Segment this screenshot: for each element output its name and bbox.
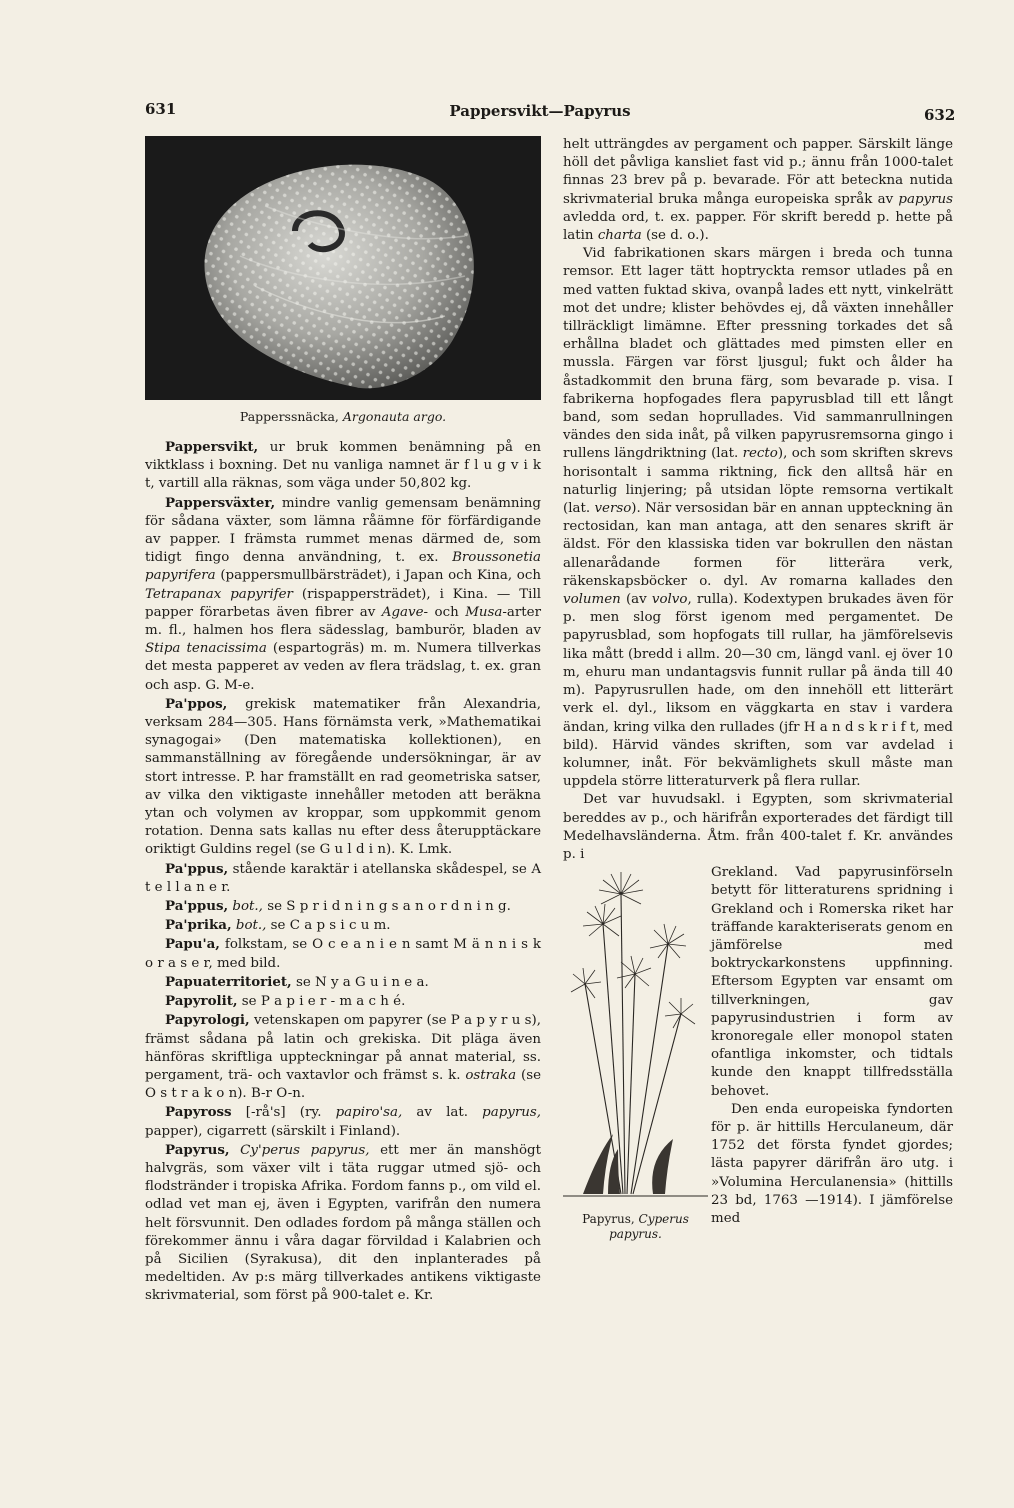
headword: Papuaterritoriet,	[165, 973, 292, 990]
entry-text: grekisk matematiker från Alexandria, verksam 284—305. Hans förnämsta verk, »Mathematikai synagogai» (Den matematiska kollektionen), en sammanställning av föregående undersökningar, är av stort intresse. P. har framställt en rad geometriska satser, av vilka den viktigaste innehåller metoden att beräkna ytan och volymen av kroppar, som uppkommit genom rotation. Denna sats kallas nu efter dess återupptäckare oriktigt Guldins regel (se G u l d i n). K. Lmk.	[145, 696, 541, 858]
entry-papua	[145, 935, 541, 972]
entry-papyrolit	[145, 992, 541, 1011]
figure2-caption-italic: Cyperus	[638, 1212, 689, 1227]
entry-italic: Cy'perus papyrus,	[229, 1142, 370, 1158]
entry-text: [-rå's] (ry.	[231, 1105, 336, 1121]
entry-text: och	[428, 604, 466, 620]
entry-papyrus	[145, 1141, 541, 1306]
argonaut-shell-photo	[145, 136, 541, 400]
paragraph-text: Den enda europeiska fyndorten för p. är hittills Herculaneum, där 1752 det första fyndet gjordes; lästa papyrer därifrån äro utg. i »Volumina Herculanensia» (hittills 23 bd, 1763 —1914). I jämförelse med	[711, 1101, 953, 1226]
headword: Papyrolit,	[165, 993, 238, 1010]
figure1-caption-text: Papperssnäcka,	[239, 409, 343, 424]
right-column	[563, 136, 953, 1244]
paragraph-text: ), och som skriften skrevs horisontalt i samma riktning, fick den alltså här en naturlig linjering; på utsidan löpte remsorna vertikalt (lat.	[563, 446, 953, 517]
paragraph-text: (av	[620, 592, 652, 608]
entry-papuaterritoriet	[145, 973, 541, 992]
entry-italic: papyrus,	[482, 1105, 541, 1121]
entry-papyrologi	[145, 1011, 541, 1103]
paragraph-text: Vid fabrikationen skars märgen i breda och tunna remsor. Ett lager tätt hoptryckta remsor utlades på en med vatten fuktad skiva, ovanpå lades ett nytt, vinkelrätt mot det undre; klister behövdes ej, då växten innehåller tillräckligt limämne. Efter pressning torkades det så erhållna bladet och glättades med pimsten eller en mussla. Färgen var först ljusgul; fukt och ålder ha åstadkommit den bruna färg, som bevarade p. visa. I fabrikerna hopfogades flera papyrusblad till ett långt band, som sedan hoprullades. Vid sammanrullningen vändes den sida inåt, på vilken papyrusremsorna gingo i rullens längdriktning (lat.	[563, 246, 953, 462]
figure1-caption-italic: Argonauta argo.	[342, 409, 447, 424]
entry-italic: ostraka	[465, 1067, 517, 1083]
paragraph-2	[563, 245, 953, 791]
headword: Pa'ppos,	[165, 695, 228, 712]
entry-text: se S p r i d n i n g s a n o r d n i n g.	[262, 899, 511, 915]
headword: Pa'ppus,	[165, 898, 229, 915]
entry-italic: papiro'sa,	[335, 1105, 403, 1121]
headword: Pappersväxter,	[165, 494, 276, 511]
papyrus-drawing	[563, 864, 708, 1209]
papyrus-plant-illustration	[563, 864, 708, 1244]
entry-text: ur bruk kommen benämning på en viktklass i boxning. Det nu vanliga namnet är f l u g v i k t, vartill alla räknas, som väga under 50,802 kg.	[145, 440, 541, 492]
entry-text: mindre vanlig gemensam benämning för sådana växter, som lämna råämne för förfärdigande av papper. I främsta rummet menas därmed de, som tidigt fingo denna användning, t. ex.	[145, 495, 541, 566]
headword: Papyrologi,	[165, 1012, 250, 1029]
entry-papyross	[145, 1103, 541, 1140]
entry-text: se P a p i e r - m a c h é.	[237, 994, 406, 1010]
figure2-caption-text: Papyrus,	[582, 1212, 639, 1227]
paragraph-text: avledda ord, t. ex. papper. För skrift beredd p. hette på latin	[563, 209, 953, 244]
entry-paprika	[145, 916, 541, 935]
paragraph-italic: volvo	[651, 592, 688, 608]
entry-italic: Broussonetia papyrifera	[145, 550, 541, 584]
entry-pappersvaxter	[145, 494, 541, 695]
entry-text: stående karaktär i atellanska skådespel, se A t e l l a n e r.	[145, 861, 541, 895]
entry-text: papper), cigarrett (särskilt i Finland).	[145, 1123, 401, 1139]
paragraph-italic: recto	[742, 446, 778, 462]
entry-text: (se O s t r a k o n). B-r O-n.	[145, 1067, 541, 1102]
entry-italic: Agave-	[381, 604, 429, 620]
entry-italic: Stipa tenacissima	[145, 641, 267, 657]
shell-illustration	[145, 136, 541, 400]
entry-text: se N y a G u i n e a.	[291, 974, 429, 990]
paragraph-text: ). När versosidan bär en annan uppteckning än rectosidan, kan man antaga, att den senares skrift är äldst. För den klassiska tiden var bokrullen den nästan allenarådande formen för litterära verk, räkenskapsböcker o. dyl. Av romarna kallades den	[563, 501, 953, 589]
entry-text: folkstam, se O c e a n i e n samt M ä n n i s k o r a s e r, med bild.	[145, 937, 541, 971]
paragraph-1	[563, 136, 953, 245]
papyrus-figure-block	[563, 864, 953, 1244]
paragraph-3b	[711, 864, 953, 1101]
headword: Pa'prika,	[165, 917, 232, 934]
entry-text: -arter m. fl., halmen hos flera sädesslag, bamburör, bladen av	[145, 604, 542, 639]
paragraph-3a	[563, 791, 953, 864]
paragraph-italic: verso	[594, 501, 632, 517]
paragraph-text: Grekland. Vad papyrusinförseln betytt för litteraturens spridning i Grekland och i Romerska riket har träffande karakteriserats genom en jämförelse med boktryckarkonstens uppfinning. Eftersom Egypten var ensamt om tillverkningen, gav papyrusindustrien i form av kronoregale eller monopol staten ofantliga inkomster, och tidtals kunde den knappt tillfredsställa behovet.	[711, 865, 953, 1099]
paragraph-text: helt utträngdes av pergament och papper. Särskilt länge höll det påvliga kansliet fast vid p.; ännu från 1000-talet finnas 23 brev på p. bevarade. För att beteckna nutida skrivmaterial bruka många europeiska språk av	[563, 137, 953, 207]
running-head: Pappersvikt—Papyrus	[449, 102, 631, 120]
entry-italic: bot.,	[228, 899, 263, 915]
left-column	[145, 136, 541, 1306]
entry-pappus-2	[145, 897, 541, 916]
figure1-caption	[145, 409, 541, 424]
entry-pappersvikt	[145, 438, 541, 494]
headword: Pappersvikt,	[165, 439, 259, 455]
figure2-caption-italic: papyrus.	[609, 1227, 662, 1242]
page-number-right: 632	[924, 106, 956, 124]
entry-italic: Musa	[465, 604, 503, 620]
papyrus-wrapped-text	[711, 864, 953, 1228]
entry-pappos	[145, 695, 541, 860]
entry-italic: Tetrapanax papyrifer	[145, 586, 293, 602]
paragraph-4	[711, 1101, 953, 1228]
paragraph-italic: papyrus	[898, 191, 953, 207]
entry-text: vetenskapen om papyrer (se P a p y r u s), främst sådana på latin och grekiska. Dit pläga även hänföras skriftliga uppteckningar på annat material, ss. pergament, trä- och vaxtavlor och främst s. k.	[145, 1013, 541, 1083]
entry-text: (rispappersträdet), i Kina. — Till papper förarbetas även fibrer av	[145, 586, 542, 620]
figure2-caption	[563, 1212, 708, 1242]
paragraph-italic: volumen	[563, 592, 621, 608]
paragraph-text: , rulla). Kodextypen brukades även för p. men slog först igenom med pergamentet. De papyrusblad, som hopfogats till rullar, ha jämförelsevis lika mått (bredd i allm. 20—30 cm, längd vanl. ej över 10 m, ehuru man undantagsvis funnit rullar på ända till 40 m). Papyrusrullen hade, om den innehöll ett litterärt verk el. dyl., liksom en väggkarta en stav i vardera ändan, kring vilka den rullades (jfr H a n d s k r i f t, med bild). Härvid vändes skriften, som var avdelad i kolumner, inåt. För bekvämlighets skull måste man uppdela större litteraturverk på flera rullar.	[563, 592, 953, 790]
headword: Papyross	[165, 1104, 232, 1121]
entry-text: (espartogräs) m. m. Numera tillverkas det mesta papperet av veden av flera trädslag, t. ex. gran och asp. G. M-e.	[145, 641, 541, 693]
paragraph-italic: charta	[597, 228, 642, 244]
headword: Pa'ppus,	[165, 860, 229, 877]
entry-text: se C a p s i c u m.	[266, 918, 391, 934]
entry-italic: bot.,	[231, 918, 267, 934]
paragraph-text: Det var huvudsakl. i Egypten, som skrivmaterial bereddes av p., och härifrån exporterades det färdigt till Medelhavsländerna. Åtm. från 400-talet f. Kr. användes p. i	[563, 792, 953, 862]
entry-text: av lat.	[402, 1105, 483, 1121]
page-number-left: 631	[145, 100, 177, 118]
headword: Papu'a,	[165, 936, 220, 953]
headword: Papyrus,	[165, 1141, 230, 1158]
entry-text: ett mer än manshögt halvgräs, som växer vilt i täta ruggar utmed sjö- och flodstränder i tropiska Afrika. Fordom fanns p., om vild el. odlad vet man ej, även i Egypten, varifrån den numera helt försvunnit. Den odlades fordom på många ställen och förekommer ännu i våra dagar förvildad i Kalabrien och på Sicilien (Syrakusa), dit den inplanterades på medeltiden. Av p:s märg tillverkades antikens viktigaste skrivmaterial, som först på 900-talet e. Kr.	[145, 1142, 541, 1304]
paragraph-text: (se d. o.).	[641, 228, 709, 244]
entry-pappus-1	[145, 860, 541, 897]
entry-text: (pappersmullbärsträdet), i Japan och Kina, och	[215, 568, 541, 584]
